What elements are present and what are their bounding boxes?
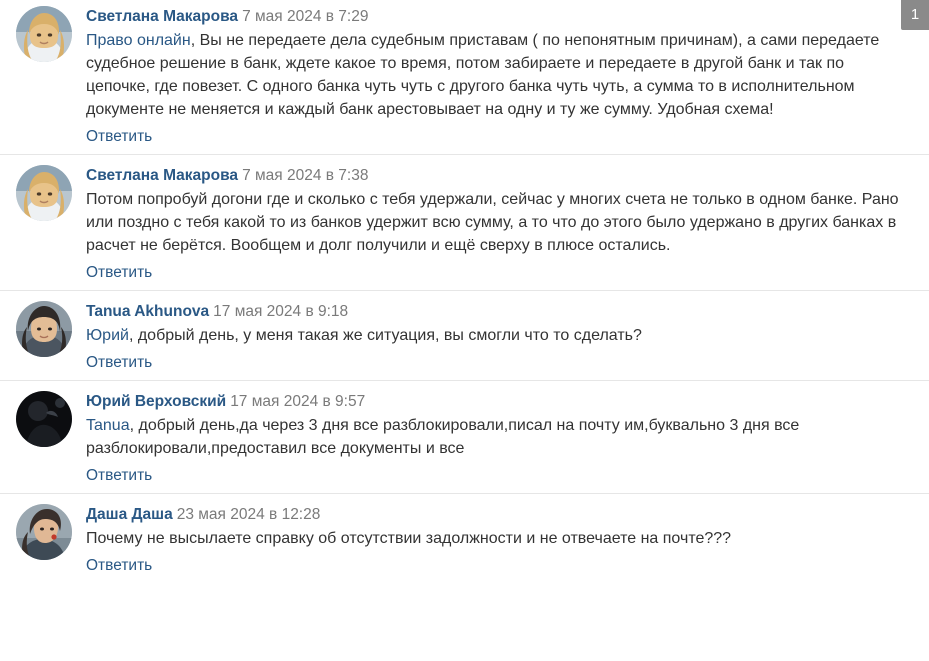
comment-date: 23 мая 2024 в 12:28 <box>176 506 321 523</box>
comment-text-content: Почему не высылаете справку об отсутствии задолжности и не отвечаете на почте??? <box>86 530 732 547</box>
comment-item <box>0 291 929 381</box>
comment-item <box>0 155 929 291</box>
comment-text-content: , Вы не передаете дела судебным приставам ( по непонятным причинам), а сами передаете судебное решение в банк, ждете какое то время, потом забираете и передаете в другой банк и так по цепочке, где повезет. С одного банка чуть чуть с другого банка чуть чуть, а сумма то в исполнительном документе не меняется и каждый банк арестовывает на одну и ту же сумму. Удобная схема! <box>86 32 880 118</box>
comment-item <box>0 0 929 155</box>
comment-item <box>0 381 929 494</box>
comment-text <box>86 527 906 550</box>
page-counter-badge: 1 <box>901 0 929 30</box>
reply-link[interactable]: Ответить <box>86 467 153 484</box>
avatar[interactable] <box>16 6 72 62</box>
comment-date: 7 мая 2024 в 7:38 <box>242 167 369 184</box>
comment-meta <box>86 302 917 322</box>
comment-mention-link[interactable]: Tanua <box>86 417 130 434</box>
avatar[interactable] <box>16 301 72 357</box>
avatar[interactable] <box>16 391 72 447</box>
comment-mention-link[interactable]: Право онлайн <box>86 32 191 49</box>
comment-body <box>86 301 917 374</box>
comment-meta <box>86 7 917 27</box>
reply-link[interactable]: Ответить <box>86 557 153 574</box>
reply-link[interactable]: Ответить <box>86 354 153 371</box>
comment-body <box>86 391 917 487</box>
comment-item <box>0 494 929 583</box>
comment-text <box>86 324 906 347</box>
comment-body <box>86 504 917 577</box>
comment-text <box>86 414 906 460</box>
comment-author[interactable]: Светлана Макарова <box>86 167 239 184</box>
comment-text-content: , добрый день, у меня такая же ситуация, вы смогли что то сделать? <box>128 327 642 344</box>
comment-author[interactable]: Tanua Akhunova <box>86 303 210 320</box>
comment-author[interactable]: Даша Даша <box>86 506 173 523</box>
comment-text-content: Потом попробуй догони где и сколько с тебя удержали, сейчас у многих счета не только в одном банке. Рано или поздно с тебя какой то из банков удержит всю сумму, а то что до этого было удержано в других банках в расчет не берётся. Вообщем и долг получили и ещё сверху в плюсе остались. <box>86 191 899 254</box>
comment-date: 7 мая 2024 в 7:29 <box>242 8 369 25</box>
comment-date: 17 мая 2024 в 9:18 <box>213 303 349 320</box>
comment-text <box>86 29 906 121</box>
comment-text <box>86 188 906 257</box>
comment-body <box>86 165 917 284</box>
comment-date: 17 мая 2024 в 9:57 <box>230 393 366 410</box>
reply-link[interactable]: Ответить <box>86 128 153 145</box>
comment-meta <box>86 505 917 525</box>
comment-meta <box>86 166 917 186</box>
comment-author[interactable]: Юрий Верховский <box>86 393 227 410</box>
comment-meta <box>86 392 917 412</box>
avatar[interactable] <box>16 504 72 560</box>
avatar[interactable] <box>16 165 72 221</box>
comment-author[interactable]: Светлана Макарова <box>86 8 239 25</box>
comment-body <box>86 6 917 148</box>
comment-text-content: , добрый день,да через 3 дня все разблокировали,писал на почту им,буквально 3 дня все разблокировали,предоставил все документы и все <box>86 417 800 457</box>
comment-mention-link[interactable]: Юрий <box>86 327 129 344</box>
reply-link[interactable]: Ответить <box>86 264 153 281</box>
